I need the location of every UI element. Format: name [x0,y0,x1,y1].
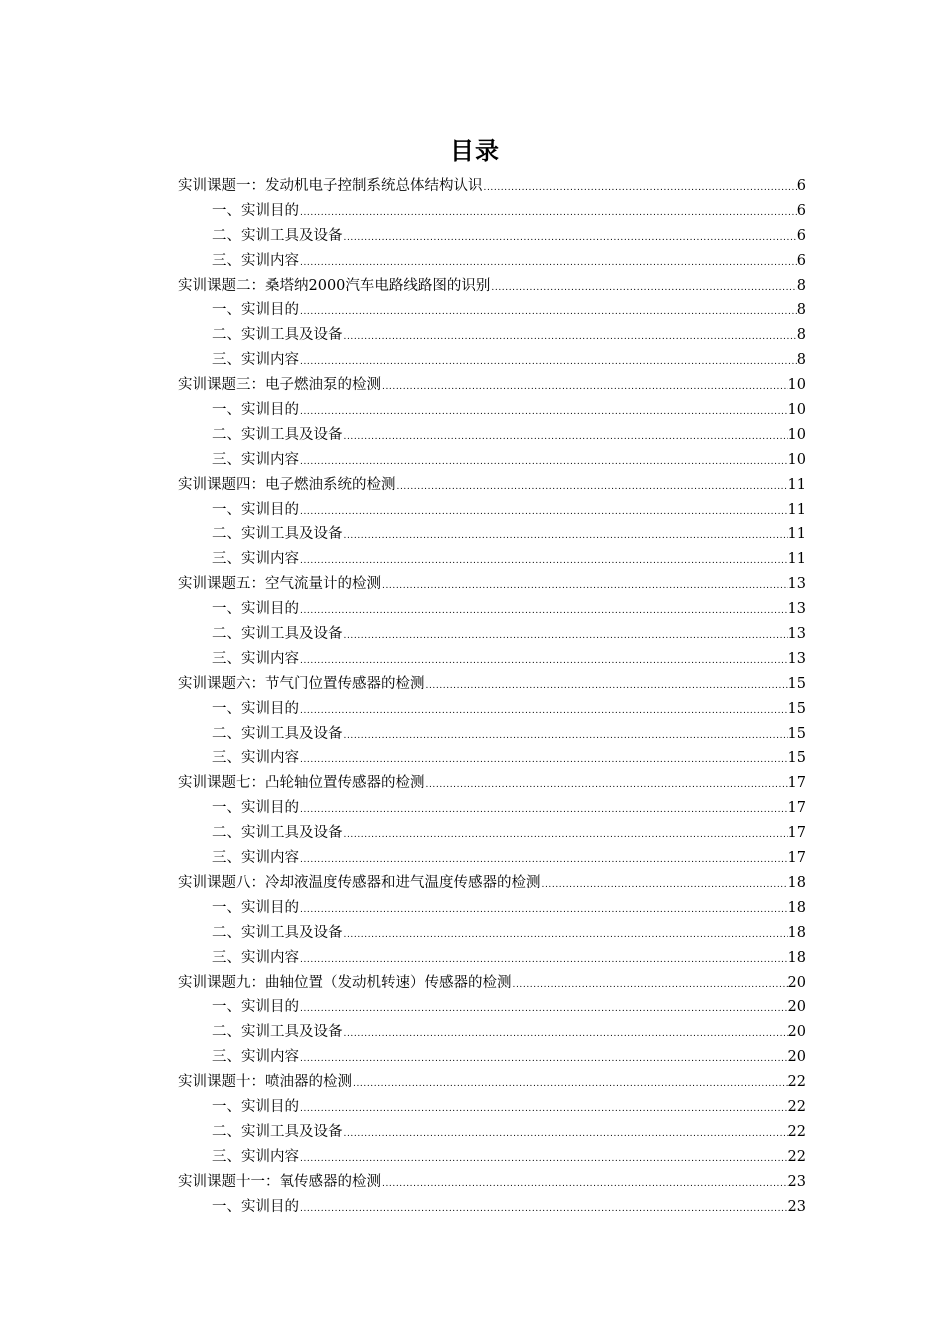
toc-chapter-entry[interactable] [178,771,806,796]
toc-entry-text: 实训课题七：凸轮轴位置传感器的检测 [178,775,425,792]
toc-section-entry[interactable] [178,796,806,821]
toc-page-number: 22 [787,1074,806,1091]
toc-dot-leader [343,425,788,450]
toc-section-entry[interactable] [178,622,806,647]
toc-entry-text: 实训课题四：电子燃油系统的检测 [178,476,396,493]
toc-page-number: 22 [787,1098,806,1115]
toc-section-entry[interactable] [178,846,806,871]
toc-entry-text: 二、实训工具及设备 [212,526,343,543]
toc-chapter-entry[interactable] [178,373,806,398]
toc-entry-text: 三、实训内容 [212,252,299,269]
toc-section-entry[interactable] [178,995,806,1020]
toc-dot-leader [299,300,797,325]
toc-entry-text: 一、实训目的 [212,402,299,419]
toc-dot-leader [343,1122,788,1147]
toc-dot-leader [299,1197,788,1222]
toc-page-number: 11 [787,526,806,543]
toc-entry-text: 三、实训内容 [212,352,299,369]
toc-page-number: 18 [787,899,806,916]
toc-page-number: 15 [787,750,806,767]
toc-entry-text: 三、实训内容 [212,949,299,966]
toc-chapter-entry[interactable] [178,572,806,597]
toc-page-number: 8 [796,327,806,344]
toc-entry-text: 二、实训工具及设备 [212,227,343,244]
toc-dot-leader [299,1097,788,1122]
toc-entry-text: 一、实训目的 [212,202,299,219]
toc-entry-text: 实训课题九：曲轴位置（发动机转速）传感器的检测 [178,974,512,991]
toc-entry-text: 一、实训目的 [212,601,299,618]
toc-entry-text: 一、实训目的 [212,1098,299,1115]
toc-section-entry[interactable] [178,647,806,672]
toc-entry-text: 三、实训内容 [212,750,299,767]
toc-page-number: 8 [796,277,806,294]
toc-entry-text: 实训课题八：冷却液温度传感器和进气温度传感器的检测 [178,874,541,891]
toc-entry-text: 一、实训目的 [212,899,299,916]
toc-section-entry[interactable] [178,722,806,747]
toc-page-number: 6 [796,227,806,244]
toc-section-entry[interactable] [178,323,806,348]
toc-page-number: 18 [787,874,806,891]
toc-dot-leader [343,226,797,251]
toc-entry-text: 三、实训内容 [212,850,299,867]
toc-page-number: 13 [787,576,806,593]
toc-page-number: 6 [796,252,806,269]
toc-dot-leader [299,748,788,773]
toc-section-entry[interactable] [178,498,806,523]
toc-entry-text: 一、实训目的 [212,1198,299,1215]
toc-dot-leader [299,848,788,873]
toc-entry-text: 二、实训工具及设备 [212,327,343,344]
toc-chapter-entry[interactable] [178,1070,806,1095]
toc-chapter-entry[interactable] [178,672,806,697]
toc-chapter-entry[interactable] [178,473,806,498]
toc-dot-leader [299,649,788,674]
toc-dot-leader [299,1147,788,1172]
toc-entry-text: 二、实训工具及设备 [212,924,343,941]
toc-page-number: 15 [787,725,806,742]
toc-section-entry[interactable] [178,423,806,448]
toc-page-number: 20 [787,974,806,991]
toc-dot-leader [299,599,788,624]
toc-dot-leader [381,574,788,599]
toc-dot-leader [425,773,788,798]
toc-page-number: 15 [787,700,806,717]
toc-section-entry[interactable] [178,249,806,274]
toc-entry-text: 实训课题十一：氧传感器的检测 [178,1173,381,1190]
toc-dot-leader [483,176,797,201]
toc-entry-text: 三、实训内容 [212,451,299,468]
toc-section-entry[interactable] [178,597,806,622]
toc-entry-text: 实训课题十：喷油器的检测 [178,1074,352,1091]
toc-section-entry[interactable] [178,921,806,946]
toc-dot-leader [343,524,788,549]
toc-page-number: 10 [787,377,806,394]
toc-entry-text: 实训课题二：桑塔纳2000汽车电路线路图的识别 [178,277,491,294]
toc-dot-leader [381,1172,788,1197]
toc-entry-text: 一、实训目的 [212,999,299,1016]
toc-entry-text: 实训课题三：电子燃油泵的检测 [178,377,381,394]
toc-dot-leader [343,724,788,749]
toc-dot-leader [352,1072,788,1097]
toc-dot-leader [299,1047,788,1072]
toc-entry-text: 一、实训目的 [212,800,299,817]
toc-dot-leader [396,475,788,500]
toc-section-entry[interactable] [178,224,806,249]
toc-entry-text: 二、实训工具及设备 [212,426,343,443]
toc-chapter-entry[interactable] [178,274,806,299]
toc-page-number: 11 [787,476,806,493]
toc-page-number: 23 [787,1173,806,1190]
toc-dot-leader [299,251,797,276]
toc-dot-leader [381,375,788,400]
toc-page-number: 17 [787,825,806,842]
toc-section-entry[interactable] [178,547,806,572]
toc-entry-text: 三、实训内容 [212,1049,299,1066]
toc-dot-leader [541,873,788,898]
toc-dot-leader [299,898,788,923]
toc-section-entry[interactable] [178,1145,806,1170]
toc-page-number: 10 [787,402,806,419]
toc-dot-leader [299,699,788,724]
toc-entry-text: 一、实训目的 [212,302,299,319]
toc-page-number: 20 [787,999,806,1016]
toc-dot-leader [490,276,796,301]
toc-page-number: 10 [787,426,806,443]
toc-section-entry[interactable] [178,1195,806,1220]
toc-page-number: 8 [796,302,806,319]
toc-entry-text: 实训课题五：空气流量计的检测 [178,576,381,593]
toc-section-entry[interactable] [178,398,806,423]
toc-page-number: 17 [787,800,806,817]
toc-chapter-entry[interactable] [178,174,806,199]
toc-entry-text: 二、实训工具及设备 [212,1123,343,1140]
toc-entry-text: 实训课题六：节气门位置传感器的检测 [178,675,425,692]
toc-page-number: 15 [787,675,806,692]
toc-dot-leader [299,500,788,525]
toc-dot-leader [343,624,788,649]
toc-page-number: 17 [787,775,806,792]
toc-section-entry[interactable] [178,348,806,373]
toc-entry-text: 一、实训目的 [212,700,299,717]
toc-dot-leader [299,350,797,375]
toc-section-entry[interactable] [178,821,806,846]
toc-page-number: 11 [787,551,806,568]
toc-entry-text: 一、实训目的 [212,501,299,518]
toc-dot-leader [425,674,788,699]
toc-dot-leader [299,450,788,475]
toc-list [178,174,806,1219]
toc-chapter-entry[interactable] [178,1170,806,1195]
toc-entry-text: 三、实训内容 [212,650,299,667]
toc-entry-text: 二、实训工具及设备 [212,626,343,643]
toc-section-entry[interactable] [178,1045,806,1070]
toc-page-number: 6 [796,202,806,219]
toc-page-number: 22 [787,1148,806,1165]
toc-entry-text: 二、实训工具及设备 [212,825,343,842]
toc-page-number: 22 [787,1123,806,1140]
toc-section-entry[interactable] [178,1095,806,1120]
toc-section-entry[interactable] [178,522,806,547]
toc-page-number: 20 [787,1024,806,1041]
toc-page-number: 18 [787,949,806,966]
toc-entry-text: 实训课题一：发动机电子控制系统总体结构认识 [178,178,483,194]
toc-dot-leader [343,923,788,948]
toc-dot-leader [299,400,788,425]
toc-section-entry[interactable] [178,448,806,473]
toc-dot-leader [299,948,788,973]
toc-entry-text: 二、实训工具及设备 [212,725,343,742]
toc-page-number: 13 [787,626,806,643]
toc-dot-leader [343,1022,788,1047]
toc-section-entry[interactable] [178,896,806,921]
toc-page-number: 13 [787,650,806,667]
toc-entry-text: 三、实训内容 [212,1148,299,1165]
toc-section-entry[interactable] [178,1120,806,1145]
toc-dot-leader [343,823,788,848]
toc-chapter-entry[interactable] [178,871,806,896]
toc-dot-leader [512,973,788,998]
toc-entry-text: 三、实训内容 [212,551,299,568]
toc-dot-leader [299,997,788,1022]
toc-section-entry[interactable] [178,746,806,771]
toc-page-number: 20 [787,1049,806,1066]
toc-page-number: 11 [787,501,806,518]
toc-page-number: 10 [787,451,806,468]
toc-dot-leader [299,201,797,226]
toc-page-number: 17 [787,850,806,867]
toc-page-number: 6 [796,178,806,194]
toc-section-entry[interactable] [178,946,806,971]
toc-page-number: 13 [787,601,806,618]
toc-dot-leader [343,325,797,350]
toc-dot-leader [299,798,788,823]
toc-chapter-entry[interactable] [178,971,806,996]
toc-page-number: 23 [787,1198,806,1215]
toc-section-entry[interactable] [178,199,806,224]
toc-title: 目录 [450,137,500,165]
toc-section-entry[interactable] [178,298,806,323]
toc-section-entry[interactable] [178,1020,806,1045]
toc-dot-leader [299,549,788,574]
toc-page-number: 18 [787,924,806,941]
toc-page-number: 8 [796,352,806,369]
toc-section-entry[interactable] [178,697,806,722]
toc-entry-text: 二、实训工具及设备 [212,1024,343,1041]
